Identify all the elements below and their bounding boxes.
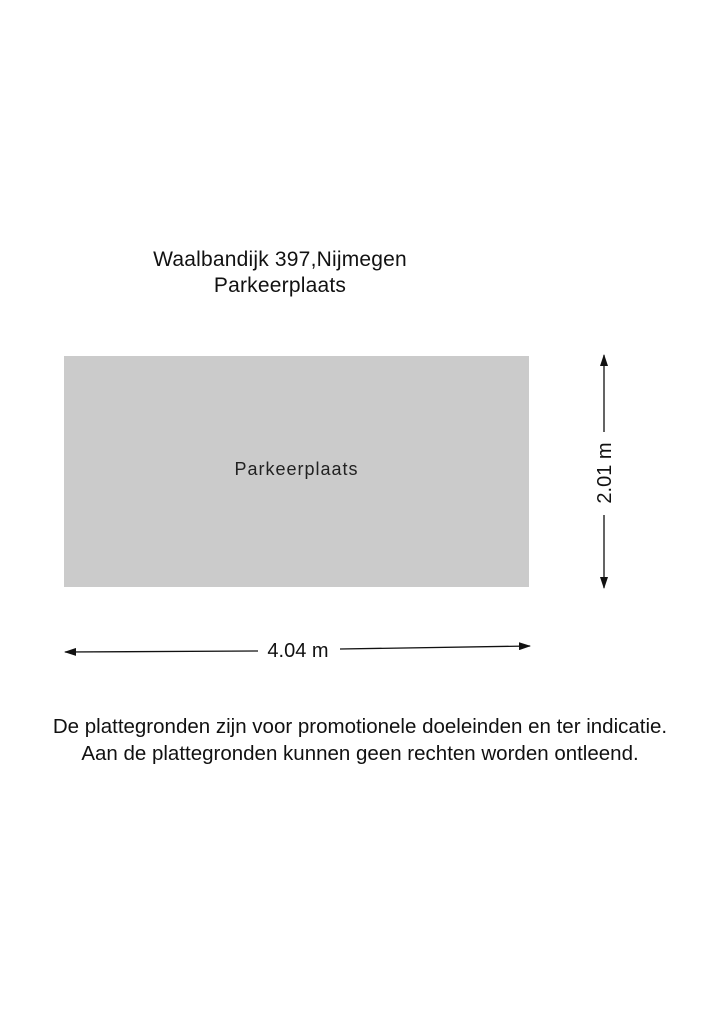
width-arrow-left <box>65 651 258 652</box>
address-title: Waalbandijk 397,Nijmegen <box>153 248 407 271</box>
width-dimension <box>65 640 530 662</box>
height-label: 2.01 m <box>594 442 616 504</box>
width-arrow-right <box>340 646 530 649</box>
disclaimer-line-2: Aan de plattegronden kunnen geen rechten worden ontleend. <box>81 742 639 765</box>
height-dimension <box>594 355 616 588</box>
disclaimer-line-1: De plattegronden zijn voor promotionele doeleinden en ter indicatie. <box>52 715 668 738</box>
floor-title: Parkeerplaats <box>213 274 347 297</box>
width-label: 4.04 m <box>267 640 329 662</box>
room-label: Parkeerplaats <box>234 459 359 479</box>
